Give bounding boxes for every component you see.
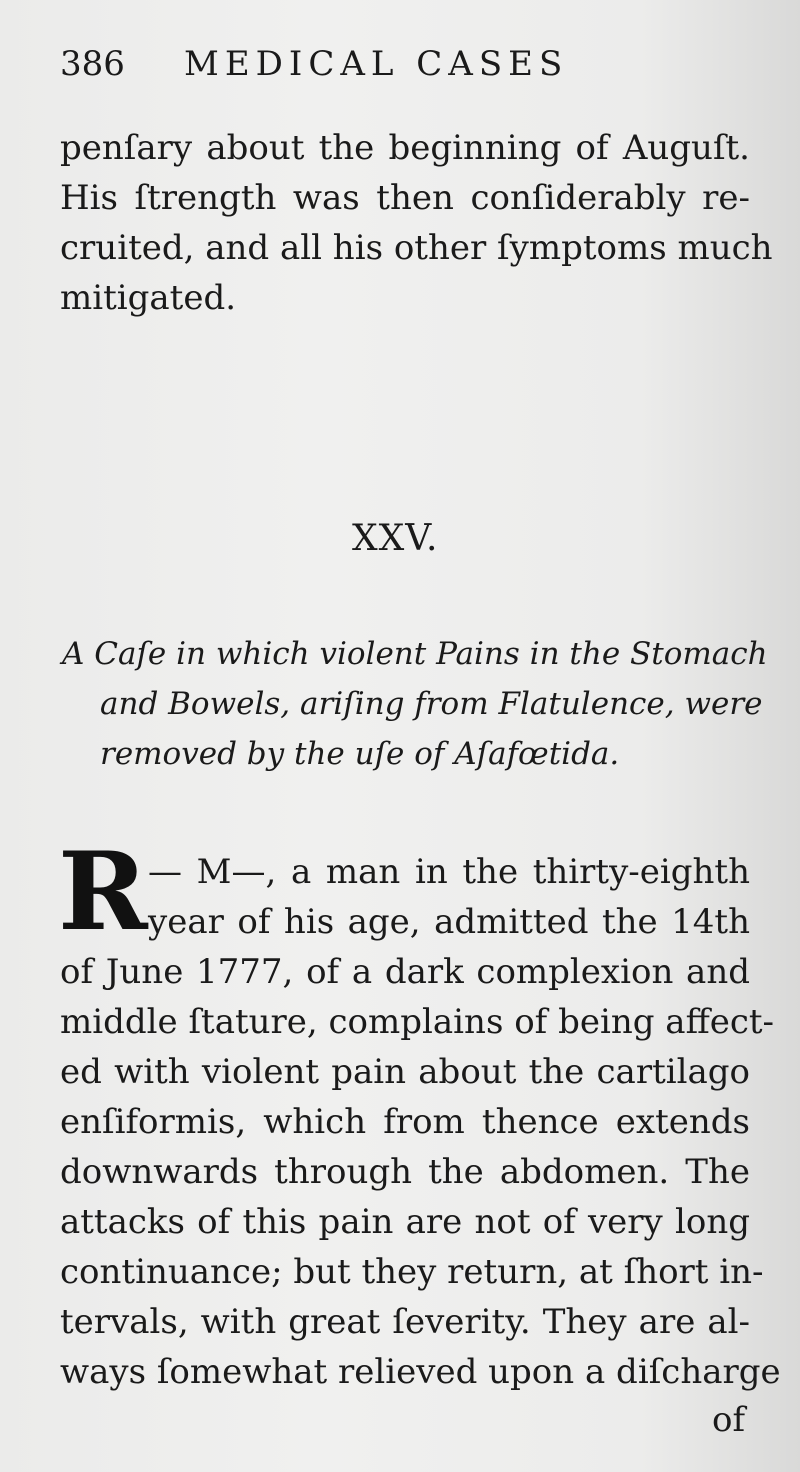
- section-title-line: removed by the uſe of Aſafœtida.: [100, 736, 620, 772]
- case-line: tervals, with great ſeverity. They are al-: [60, 1302, 750, 1342]
- page-number: 386: [60, 44, 125, 84]
- case-line: — M—, a man in the thirty-eighth: [148, 852, 750, 892]
- continuation-line: cruited, and all his other ſymptoms much: [60, 228, 773, 268]
- case-line: middle ſtature, complains of being affect-: [60, 1002, 775, 1042]
- case-line: of June 1777, of a dark complexion and: [60, 952, 750, 992]
- case-line: ways ſomewhat relieved upon a diſcharge: [60, 1352, 781, 1392]
- case-line: year of his age, admitted the 14th: [148, 902, 750, 942]
- running-title: MEDICAL CASES: [184, 44, 569, 84]
- continuation-line: His ſtrength was then conſiderably re-: [60, 178, 750, 218]
- section-title-line: and Bowels, ariſing from Flatulence, were: [100, 686, 763, 722]
- case-line: continuance; but they return, at ſhort in-: [60, 1252, 764, 1292]
- case-line: enſiformis, which from thence extends: [60, 1102, 750, 1142]
- continuation-line: penſary about the beginning of Auguſt.: [60, 128, 750, 168]
- catchword: of: [712, 1400, 746, 1440]
- case-line: downwards through the abdomen. The: [60, 1152, 750, 1192]
- case-line: attacks of this pain are not of very long: [60, 1202, 750, 1242]
- case-line: ed with violent pain about the cartilago: [60, 1052, 750, 1092]
- section-title-line: A Caſe in which violent Pains in the Stomach: [62, 636, 768, 672]
- continuation-line: mitigated.: [60, 278, 237, 318]
- section-number: XXV.: [352, 518, 439, 559]
- drop-cap: R: [58, 829, 148, 955]
